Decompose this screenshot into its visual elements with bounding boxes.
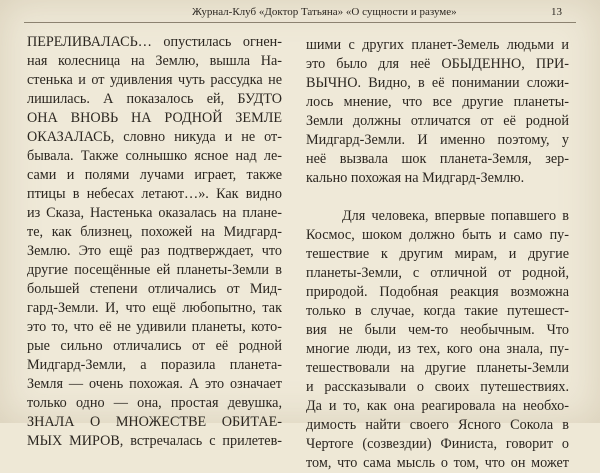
text-line: только одно — она, простая девушка, (27, 395, 282, 411)
text-line: ПЕРЕЛИВАЛАСЬ… опустилась огнен- (27, 34, 282, 50)
text-line: лось мнение, что все другие планеты- (306, 94, 569, 110)
text-line: тешествие к другим мирам, и другие (306, 246, 569, 262)
text-line: том, что сама мысль о том, что он может (306, 455, 569, 471)
running-header (24, 3, 576, 21)
text-line: Космос, шоком должно быть и само пу- (306, 227, 569, 243)
text-line: ОКАЗАЛАСЬ, словно никуда и не от- (27, 129, 282, 145)
text-line: ОНА ВНОВЬ НА РОДНОЙ ЗЕМЛЕ (27, 110, 282, 126)
text-line: димость найти своего Ясного Сокола в (306, 417, 569, 433)
text-line: сами и полями лучами играет, также (27, 167, 282, 183)
text-line: рые сильно отличались от её родной (27, 338, 282, 354)
text-line: шими с других планет-Земель людьми и (306, 37, 569, 53)
right-text-column (306, 36, 569, 473)
text-line: большей степени отличались от Мид- (27, 281, 282, 297)
text-line: Мидгард-Земли, а поразила планета- (27, 357, 282, 373)
text-line: лишилась. А показалось ей, БУДТО (27, 91, 282, 107)
text-line: неё вызвала шок планета-Земля, зер- (306, 151, 569, 167)
text-line: ЗНАЛА О МНОЖЕСТВЕ ОБИТАЕ- (27, 414, 282, 430)
text-line: другие посещённые ей планеты-Земли в (27, 262, 282, 278)
text-line: Мидгард-Земли. И именно поэтому, у (306, 132, 569, 148)
page-number: 13 (551, 6, 562, 18)
text-line: планеты-Земли, с отличной от родной, (306, 265, 569, 281)
header-divider (24, 22, 576, 23)
text-line: Для человека, впервые попавшего в (342, 208, 569, 224)
text-line: это было для неё ОБЫДЕННО, ПРИ- (306, 56, 569, 72)
journal-title: Журнал-Клуб «Доктор Татьяна» «О сущности и разуме» (192, 6, 457, 18)
text-line (306, 188, 569, 207)
text-line: вия не были чем-то необычным. Что (306, 322, 569, 338)
text-line: бывала. Также солнышко ясное над ле- (27, 148, 282, 164)
text-line: это то, что её не удивили планеты, кото- (27, 319, 282, 335)
text-line: многие люди, из тех, кого она знала, пу- (306, 341, 569, 357)
text-line: Землю. Это ещё раз подтверждает, что (27, 243, 282, 259)
text-line: только в случае, когда такие путешест- (306, 303, 569, 319)
text-line: те, как близнец, похожей на Мидгард- (27, 224, 282, 240)
text-line: кально похожая на Мидгард-Землю. (306, 170, 525, 186)
text-line: Да и то, как она реагировала на необхо- (306, 398, 569, 414)
text-line: природой. Подобная реакция возможна (306, 284, 569, 300)
text-line: МЫХ МИРОВ, встречалась с прилетев- (27, 433, 282, 449)
text-line: Земли должны отличатся от её родной (306, 113, 569, 129)
text-line: ВЫЧНО. Видно, в её понимании сложи- (306, 75, 569, 91)
text-line: гард-Земли. И, что ещё любопытно, так (27, 300, 282, 316)
text-line: птицы в небесах летают…». Как видно (27, 186, 282, 202)
text-line: и рассказывали о своих путешествиях. (306, 379, 569, 395)
text-line: Земля — очень похожая. А это означает (27, 376, 282, 392)
text-line: Чертоге (созвездии) Финиста, говорит о (306, 436, 569, 452)
text-line: ная колесница на Землю, вышла На- (27, 53, 282, 69)
left-text-column (27, 33, 282, 451)
text-line: стенька и от удивления чуть рассудка не (27, 72, 282, 88)
text-line: тешествовали на другие планеты-Земли (306, 360, 569, 376)
text-line: из Сказа, Настенька оказалась на плане- (27, 205, 282, 221)
